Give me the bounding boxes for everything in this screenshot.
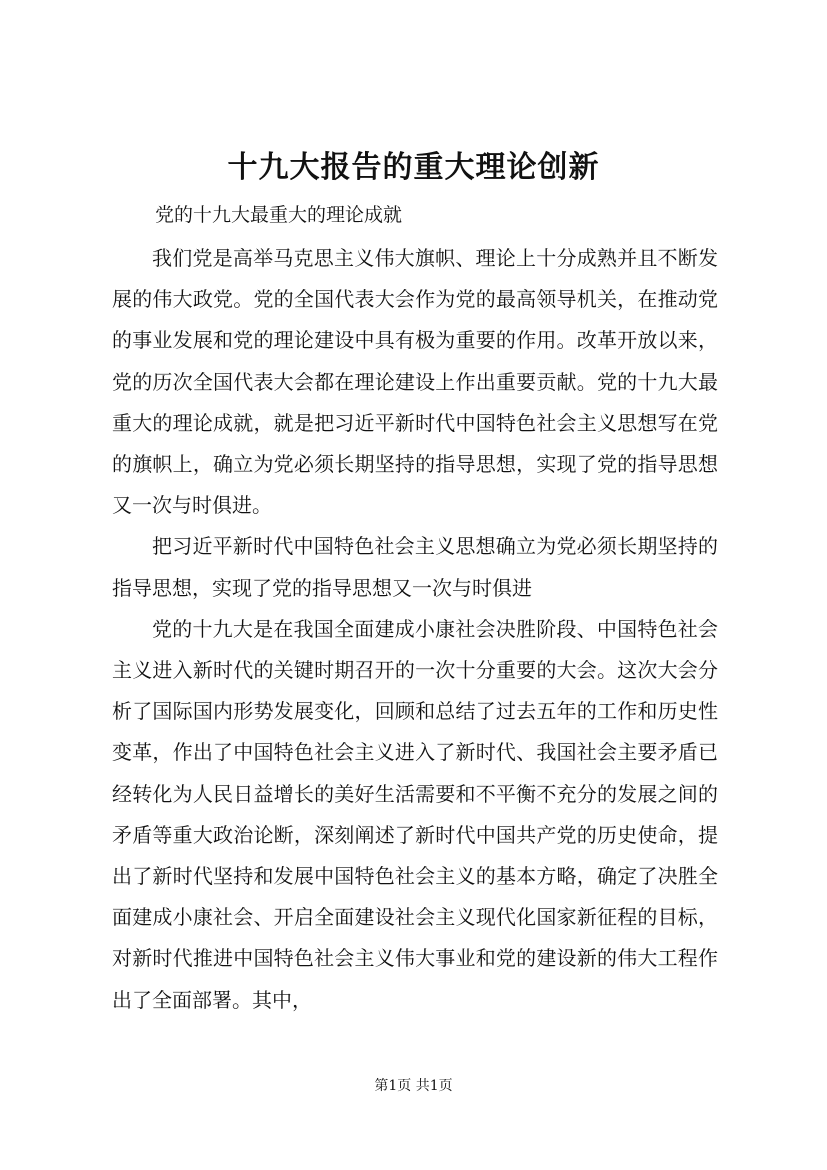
- document-subtitle: 党的十九大最重大的理论成就: [155, 204, 403, 226]
- body-paragraph: 把习近平新时代中国特色社会主义思想确立为党必须长期坚持的指导思想，实现了党的指导思想又一次与时俱进: [112, 534, 718, 600]
- document-title: 十九大报告的重大理论创新: [227, 150, 600, 185]
- page-footer: 第1页 共1页: [374, 1078, 453, 1094]
- body-paragraph: 党的十九大是在我国全面建成小康社会决胜阶段、中国特色社会主义进入新时代的关键时期召开的一次十分重要的大会。这次大会分析了国际国内形势发展变化，回顾和总结了过去五年的工作和历史性变革，作出了中国特色社会主义进入了新时代、我国社会主要矛盾已经转化为人民日益增长的美好生活需要和不平衡不充分的发展之间的矛盾等重大政治论断，深刻阐述了新时代中国共产党的历史使命，提出了新时代坚持和发展中国特色社会主义的基本方略，确定了决胜全面建成小康社会、开启全面建设社会主义现代化国家新征程的目标，对新时代推进中国特色社会主义伟大事业和党的建设新的伟大工程作出了全面部署。其中，: [112, 616, 718, 1012]
- body-paragraph: 我们党是高举马克思主义伟大旗帜、理论上十分成熟并且不断发展的伟大政党。党的全国代表大会作为党的最高领导机关，在推动党的事业发展和党的理论建设中具有极为重要的作用。改革开放以来，党的历次全国代表大会都在理论建设上作出重要贡献。党的十九大最重大的理论成就，就是把习近平新时代中国特色社会主义思想写在党的旗帜上，确立为党必须长期坚持的指导思想，实现了党的指导思想又一次与时俱进。: [112, 246, 718, 518]
- document-body: [112, 238, 718, 1021]
